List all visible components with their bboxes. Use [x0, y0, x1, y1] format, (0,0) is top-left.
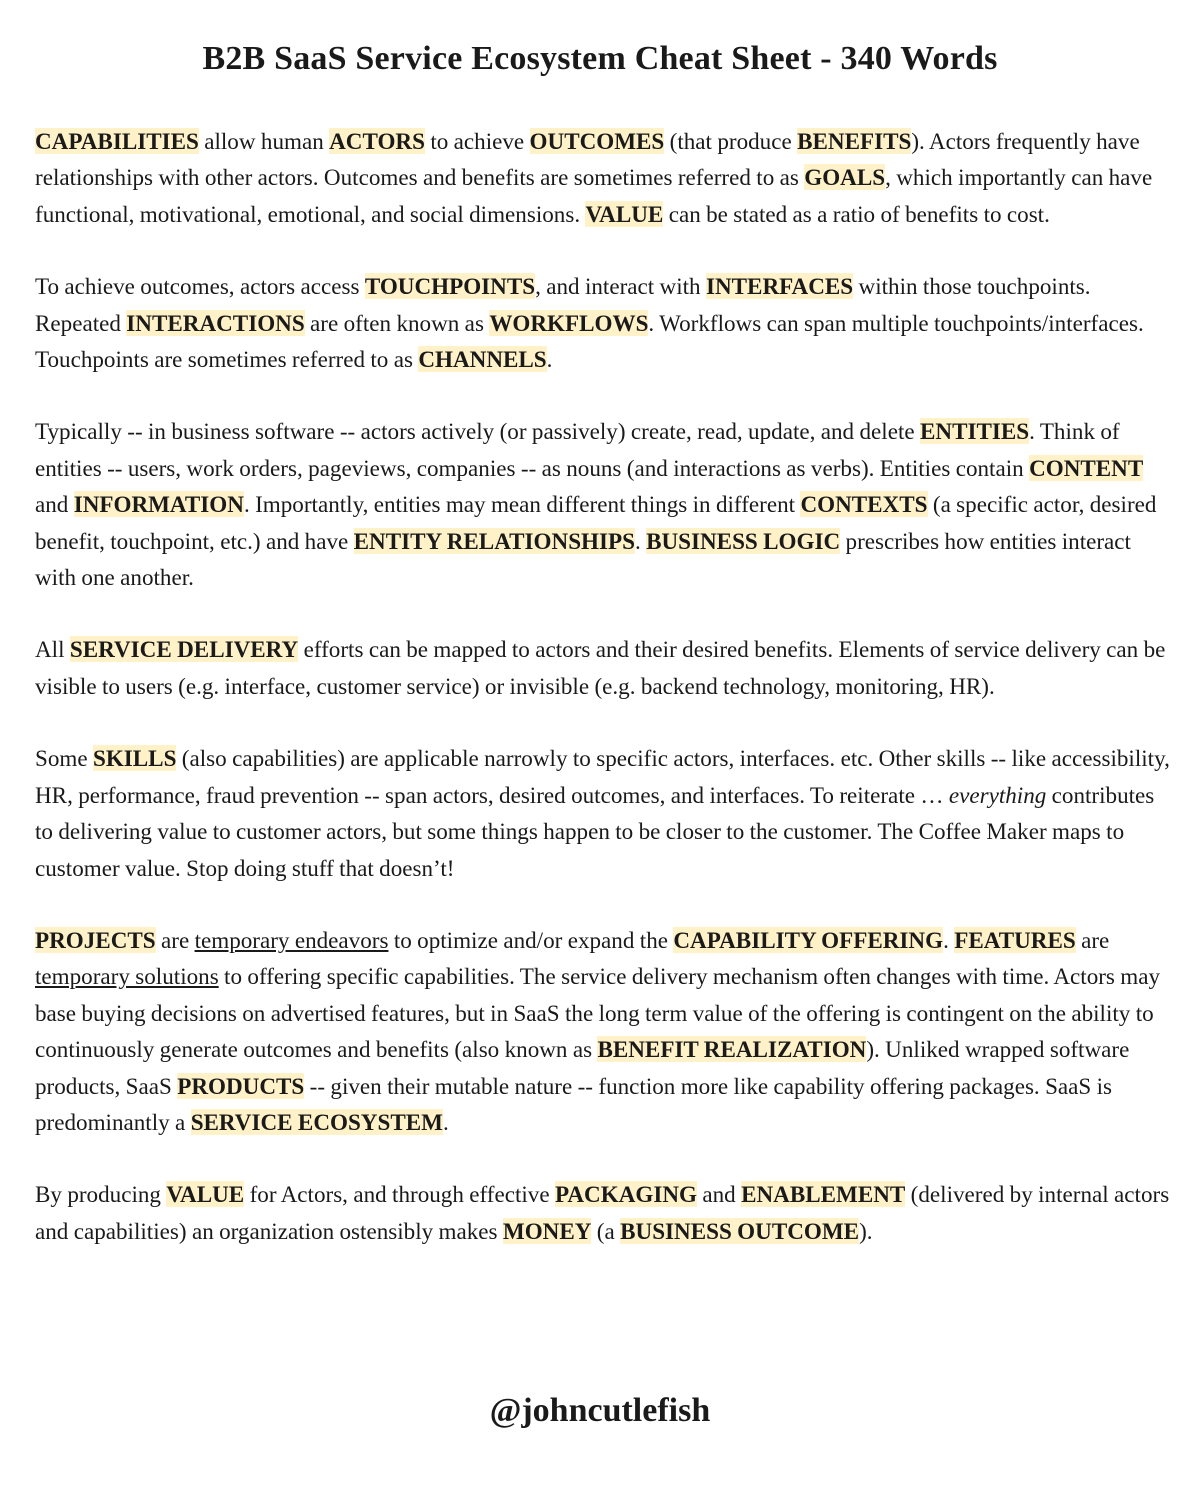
highlighted-term: CAPABILITY OFFERING [673, 926, 944, 953]
highlighted-term: FEATURES [954, 926, 1076, 953]
text-run: . Workflows can span multiple touchpoints/interfaces. Touchpoints are sometimes referred to as [35, 309, 1144, 373]
text-run: , and interact with [535, 273, 706, 300]
text-run: to offering specific capabilities. The service delivery mechanism often changes with time. Actors may base buying decisions on advertised features, but in SaaS the long term value of the offering is contingent on the ability to continuously generate outcomes and benefits (also known as [35, 963, 1161, 1063]
paragraph-capabilities [35, 123, 1170, 232]
text-run: . [943, 926, 955, 953]
text-run: All [35, 636, 70, 663]
highlighted-term: PACKAGING [554, 1181, 697, 1208]
paragraph-touchpoints [35, 268, 1170, 377]
text-run: ). Actors frequently have relationships with other actors. Outcomes and benefits are sometimes referred to as [35, 128, 1140, 191]
highlighted-term: GOALS [804, 164, 886, 191]
text-run: By producing [35, 1181, 167, 1208]
underlined-phrase: temporary solutions [35, 963, 219, 990]
highlighted-term: VALUE [166, 1181, 245, 1208]
text-run: are often known as [304, 309, 490, 336]
highlighted-term: CONTEXTS [800, 491, 928, 518]
text-run: for Actors, and through effective [244, 1181, 555, 1208]
text-run: and [35, 491, 74, 518]
highlighted-term: BENEFITS [797, 128, 912, 154]
text-run: to optimize and/or expand the [388, 926, 674, 953]
text-run: Typically -- in business software -- actors actively (or passively) create, read, update, and delete [35, 418, 920, 445]
highlighted-term: CAPABILITIES [35, 128, 199, 154]
text-run: are [155, 926, 195, 953]
highlighted-term: CHANNELS [418, 346, 547, 373]
text-run: within those touchpoints. Repeated [35, 273, 1091, 336]
highlighted-term: OUTCOMES [529, 128, 665, 154]
text-run: . Importantly, entities may mean different things in different [243, 491, 801, 518]
underlined-phrase: temporary endeavors [194, 926, 389, 953]
text-run: ). Unliked wrapped software products, SaaS [35, 1036, 1130, 1099]
paragraph-projects [35, 922, 1170, 1140]
text-run: . [442, 1108, 449, 1135]
highlighted-term: BUSINESS OUTCOME [620, 1217, 860, 1244]
highlighted-term: INFORMATION [73, 491, 244, 518]
italic-word: everything [948, 781, 1047, 808]
highlighted-term: CONTENT [1029, 454, 1144, 481]
highlighted-term: BUSINESS LOGIC [646, 527, 841, 554]
text-run: . Think of entities -- users, work orders, pageviews, companies -- as nouns (and interactions as verbs). Entities contain [35, 418, 1120, 481]
highlighted-term: SERVICE DELIVERY [69, 636, 299, 663]
highlighted-term: SERVICE ECOSYSTEM [190, 1108, 443, 1135]
highlighted-term: ACTORS [329, 128, 425, 154]
text-run: -- given their mutable nature -- function more like capability offering packages. SaaS is predominantly a [35, 1072, 1113, 1135]
highlighted-term: SKILLS [92, 745, 177, 772]
text-run: . [546, 346, 553, 373]
text-run: , which importantly can have functional, motivational, emotional, and social dimensions. [35, 164, 1153, 227]
paragraph-service-delivery [35, 631, 1170, 704]
highlighted-term: MONEY [502, 1217, 592, 1244]
highlighted-term: PRODUCTS [177, 1072, 305, 1099]
paragraph-entities [35, 413, 1170, 595]
highlighted-term: BENEFIT REALIZATION [597, 1036, 867, 1063]
text-run: (also capabilities) are applicable narrowly to specific actors, interfaces. etc. Other skills -- like accessibility, HR, performance, fraud prevention -- span actors, desired outcomes, and interfaces. To reiterate … [35, 745, 1170, 808]
highlighted-term: VALUE [585, 200, 664, 227]
highlighted-term: INTERFACES [705, 273, 854, 300]
text-run: To achieve outcomes, actors access [35, 273, 365, 300]
highlighted-term: TOUCHPOINTS [364, 273, 536, 300]
paragraph-skills [35, 740, 1170, 886]
text-run: to achieve [424, 128, 530, 154]
text-run: (a [591, 1217, 621, 1244]
paragraph-value [35, 1176, 1170, 1249]
text-run: are [1075, 926, 1110, 953]
highlighted-term: ENTITY RELATIONSHIPS [353, 527, 635, 554]
text-run: . [634, 527, 647, 554]
highlighted-term: PROJECTS [35, 926, 156, 953]
highlighted-term: ENABLEMENT [741, 1181, 906, 1208]
author-handle: @johncutlefish [489, 1392, 711, 1429]
document-body [35, 123, 1170, 1285]
text-run: can be stated as a ratio of benefits to cost. [663, 200, 1050, 227]
text-run: prescribes how entities interact with one another. [35, 527, 1131, 591]
highlighted-term: ENTITIES [919, 418, 1030, 445]
text-run: (that produce [664, 128, 798, 154]
text-run: and [696, 1181, 742, 1208]
text-run: (delivered by internal actors and capabilities) an organization ostensibly makes [35, 1181, 1170, 1244]
page-title: B2B SaaS Service Ecosystem Cheat Sheet - 340 Words [202, 40, 998, 77]
text-run: Some [35, 745, 93, 772]
text-run: ). [859, 1217, 873, 1244]
text-run: contributes to delivering value to customer actors, but some things happen to be closer to the customer. The Coffee Maker maps to customer value. Stop doing stuff that doesn’t! [35, 781, 1155, 881]
highlighted-term: WORKFLOWS [489, 309, 649, 336]
text-run: (a specific actor, desired benefit, touchpoint, etc.) and have [35, 491, 1157, 554]
highlighted-term: INTERACTIONS [126, 309, 305, 336]
text-run: efforts can be mapped to actors and their desired benefits. Elements of service delivery can be visible to users (e.g. interface, customer service) or invisible (e.g. backend technology, monitoring, HR). [35, 636, 1166, 699]
text-run: allow human [198, 128, 330, 154]
